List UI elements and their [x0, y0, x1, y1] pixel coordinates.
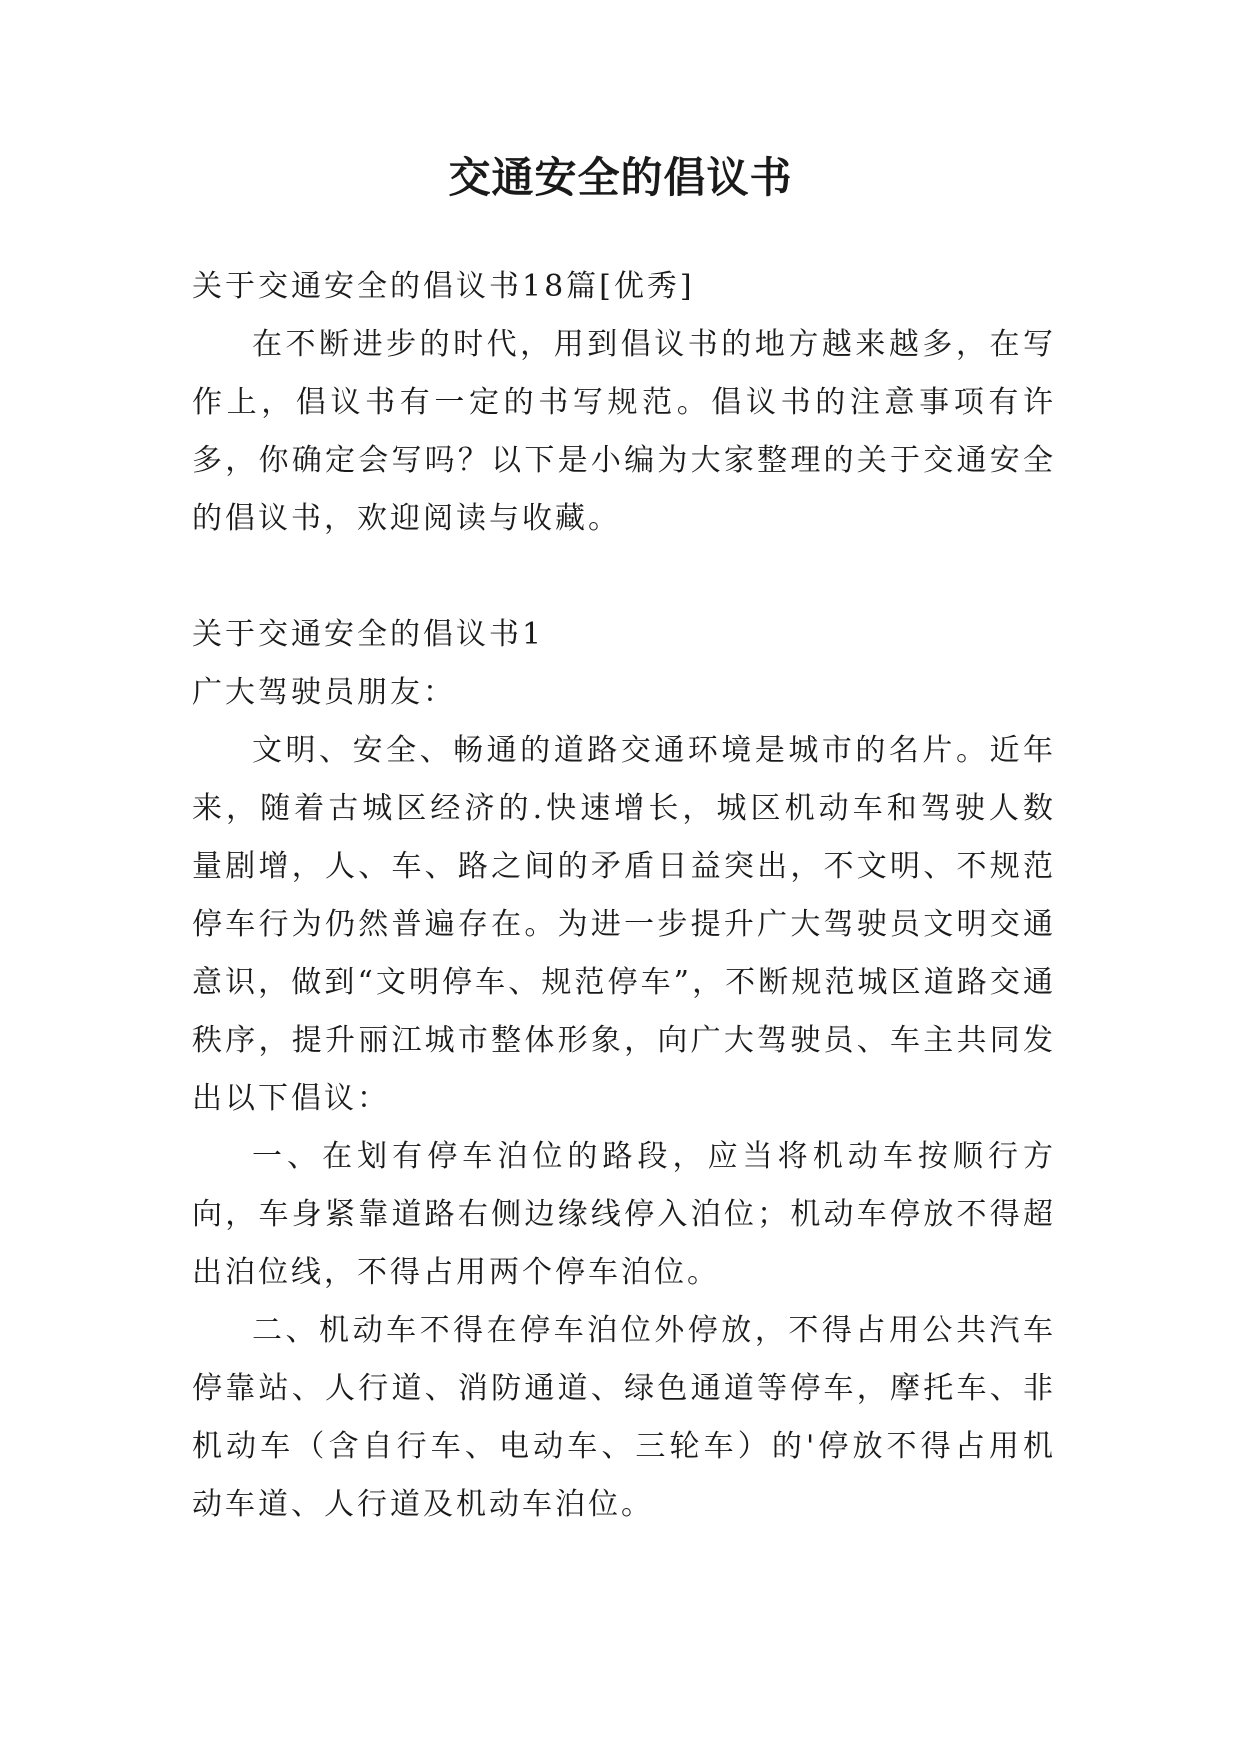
body-paragraph-1: 文明、安全、畅通的道路交通环境是城市的名片。近年来，随着古城区经济的.快速增长，城区机动车和驾驶人数量剧增，人、车、路之间的矛盾日益突出，不文明、不规范停车行为仍然普遍存在。为进一步提升广大驾驶员文明交通意识，做到“文明停车、规范停车”，不断规范城区道路交通秩序，提升丽江城市整体形象，向广大驾驶员、车主共同发出以下倡议：: [192, 733, 1056, 1116]
body-paragraph-3: 二、机动车不得在停车泊位外停放，不得占用公共汽车停靠站、人行道、消防通道、绿色通道等停车，摩托车、非机动车（含自行车、电动车、三轮车）的'停放不得占用机动车道、人行道及机动车泊位。: [192, 1313, 1056, 1522]
body-paragraph-2: 一、在划有停车泊位的路段，应当将机动车按顺行方向，车身紧靠道路右侧边缘线停入泊位；机动车停放不得超出泊位线，不得占用两个停车泊位。: [192, 1139, 1056, 1290]
document-body: [192, 258, 1056, 1534]
document-title: 交通安全的倡议书: [448, 153, 793, 202]
section-spacer: [192, 548, 1056, 606]
intro-paragraph: 在不断进步的时代，用到倡议书的地方越来越多，在写作上，倡议书有一定的书写规范。倡议书的注意事项有许多，你确定会写吗？以下是小编为大家整理的关于交通安全的倡议书，欢迎阅读与收藏。: [192, 327, 1056, 536]
document-subtitle: 关于交通安全的倡议书18篇[优秀]: [192, 269, 695, 304]
section-heading: 关于交通安全的倡议书1: [192, 617, 545, 652]
salutation: 广大驾驶员朋友：: [192, 675, 456, 710]
